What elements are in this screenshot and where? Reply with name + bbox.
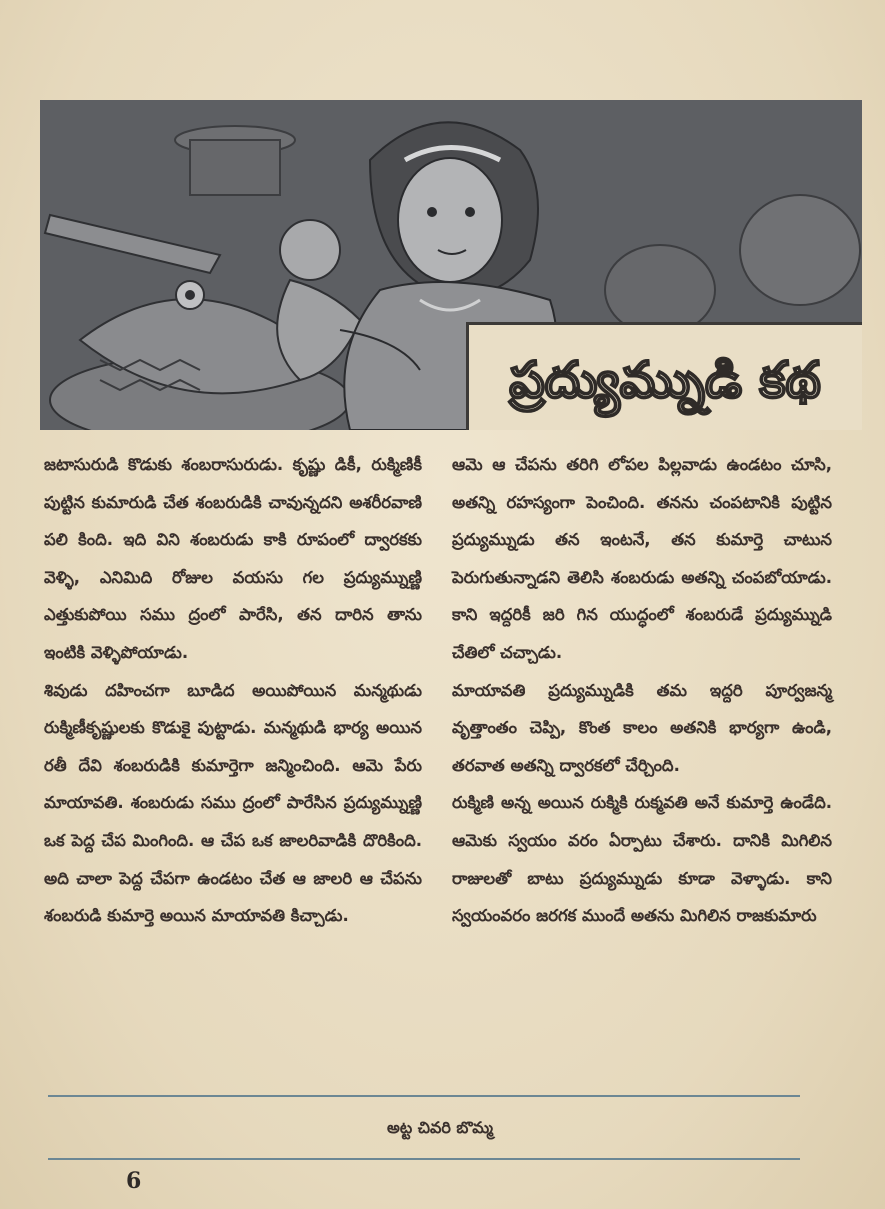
page-number: 6 bbox=[126, 1168, 142, 1194]
footer-caption: అట్ట చివరి బొమ్మ bbox=[387, 1118, 493, 1137]
footer-rule-top bbox=[48, 1095, 800, 1097]
footer-rule-bottom bbox=[48, 1158, 800, 1160]
story-title-lettering bbox=[466, 322, 862, 430]
article-column-left: జటాసురుడి కొడుకు శంబరాసురుడు. కృష్ణు డికీ, రుక్మిణికీ పుట్టిన కుమారుడి చేత శంబరుడికి చావున్నదని అశరీరవాణి పలి కింది. ఇది విని శంబరుడు కాకి రూపంలో ద్వారకకు వెళ్ళి, ఎనిమిది రోజుల వయసు గల ప్రద్యుమ్నుణ్ణి ఎత్తుకుపోయి సము ద్రంలో పారేసి, తన దారిన తాను ఇంటికి వెళ్ళిపోయాడు. శివుడు దహించగా బూడిద అయిపోయిన మన్మథుడు రుక్మిణీకృష్ణులకు కొడుకై పుట్టాడు. మన్మథుడి భార్య అయిన రతీ దేవి శంబరుడికి కుమార్తెగా జన్మించింది. ఆమె పేరు మాయావతి. శంబరుడు సము ద్రంలో పారేసిన ప్రద్యుమ్నుణ్ణి ఒక పెద్ద చేప మింగింది. ఆ చేప ఒక జాలరివాడికి దొరికింది. అది చాలా పెద్ద చేపగా ఉండటం చేత ఆ జాలరి ఆ చేపను శంబరుడి కుమార్తె అయిన మాయావతి కిచ్చాడు. bbox=[44, 455, 422, 926]
title-lettering-drawing bbox=[469, 325, 862, 430]
article-column-right: ఆమె ఆ చేపను తరిగి లోపల పిల్లవాడు ఉండటం చూసి, అతన్ని రహస్యంగా పెంచింది. తనను చంపటానికి పుట్టిన ప్రద్యుమ్నుడు తన ఇంటనే, తన కుమార్తె చాటున పెరుగుతున్నాడని తెలిసి శంబరుడు అతన్ని చంపబోయాడు. కాని ఇద్దరికీ జరి గిన యుద్ధంలో శంబరుడే ప్రద్యుమ్నుడి చేతిలో చచ్చాడు. మాయావతి ప్రద్యుమ్నుడికి తమ ఇద్దరి పూర్వజన్మ వృత్తాంతం చెప్పి, కొంత కాలం అతనికి భార్యగా ఉండి, తరవాత అతన్ని ద్వారకలో చేర్చింది. రుక్మిణి అన్న అయిన రుక్మికి రుక్మవతి అనే కుమార్తె ఉండేది. ఆమెకు స్వయం వరం ఏర్పాటు చేశారు. దానికి మిగిలిన రాజులతో బాటు ప్రద్యుమ్నుడు కూడా వెళ్ళాడు. కాని స్వయంవరం జరగక ముందే అతను మిగిలిన రాజకుమారు bbox=[452, 455, 832, 926]
story-title: ప్రద్యుమ్నుడి కథ bbox=[509, 351, 821, 409]
